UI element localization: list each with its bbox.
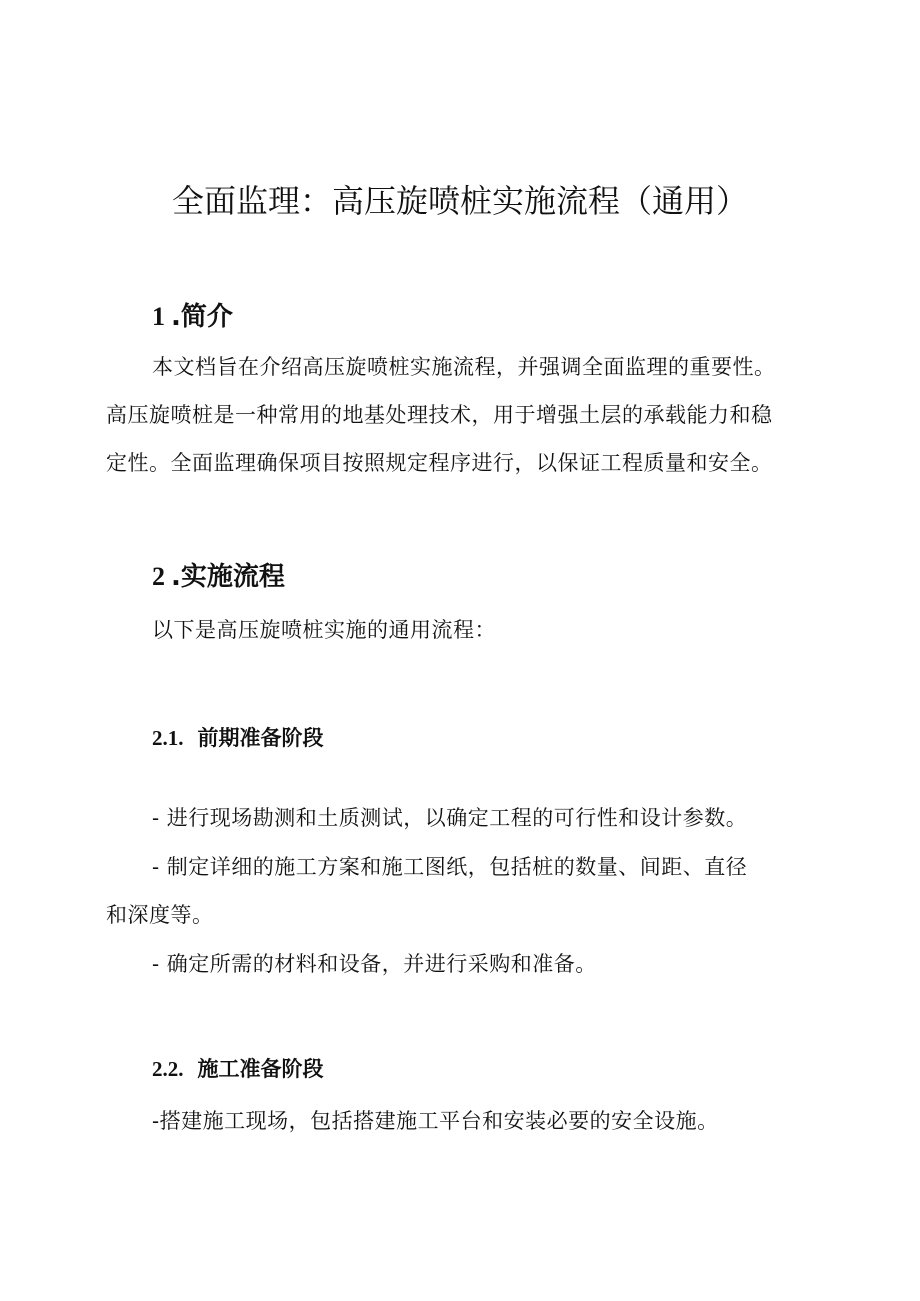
section-heading-intro <box>152 296 233 333</box>
list-item-continuation: 和深度等。 <box>106 903 214 927</box>
section-title: .实施流程 <box>171 562 285 592</box>
section-number: 2 <box>152 562 165 591</box>
document-title: 全面监理：高压旋喷桩实施流程（通用） <box>171 182 748 220</box>
list-item: -搭建施工现场，包括搭建施工平台和安装必要的安全设施。 <box>152 1109 719 1133</box>
section-heading-process <box>152 556 285 593</box>
subsection-number: 2.1. <box>152 726 184 750</box>
process-intro: 以下是高压旋喷桩实施的通用流程： <box>152 618 496 642</box>
subsection-title: 前期准备阶段 <box>197 726 324 750</box>
intro-paragraph-line-3: 定性。全面监理确保项目按照规定程序进行，以保证工程质量和安全。 <box>106 451 773 475</box>
section-title: .简介 <box>171 302 233 332</box>
intro-paragraph-line-2: 高压旋喷桩是一种常用的地基处理技术，用于增强土层的承载能力和稳 <box>106 403 773 427</box>
subsection-number: 2.2. <box>152 1057 184 1081</box>
subsection-title: 施工准备阶段 <box>197 1057 324 1081</box>
subsection-heading-preparation <box>152 722 324 752</box>
list-item: - 制定详细的施工方案和施工图纸，包括桩的数量、间距、直径 <box>152 855 748 879</box>
list-item: - 进行现场勘测和土质测试，以确定工程的可行性和设计参数。 <box>152 806 748 830</box>
list-item: - 确定所需的材料和设备，并进行采购和准备。 <box>152 952 597 976</box>
subsection-heading-construction-prep <box>152 1053 324 1083</box>
section-number: 1 <box>152 302 165 331</box>
intro-paragraph-line-1: 本文档旨在介绍高压旋喷桩实施流程，并强调全面监理的重要性。 <box>152 355 776 379</box>
